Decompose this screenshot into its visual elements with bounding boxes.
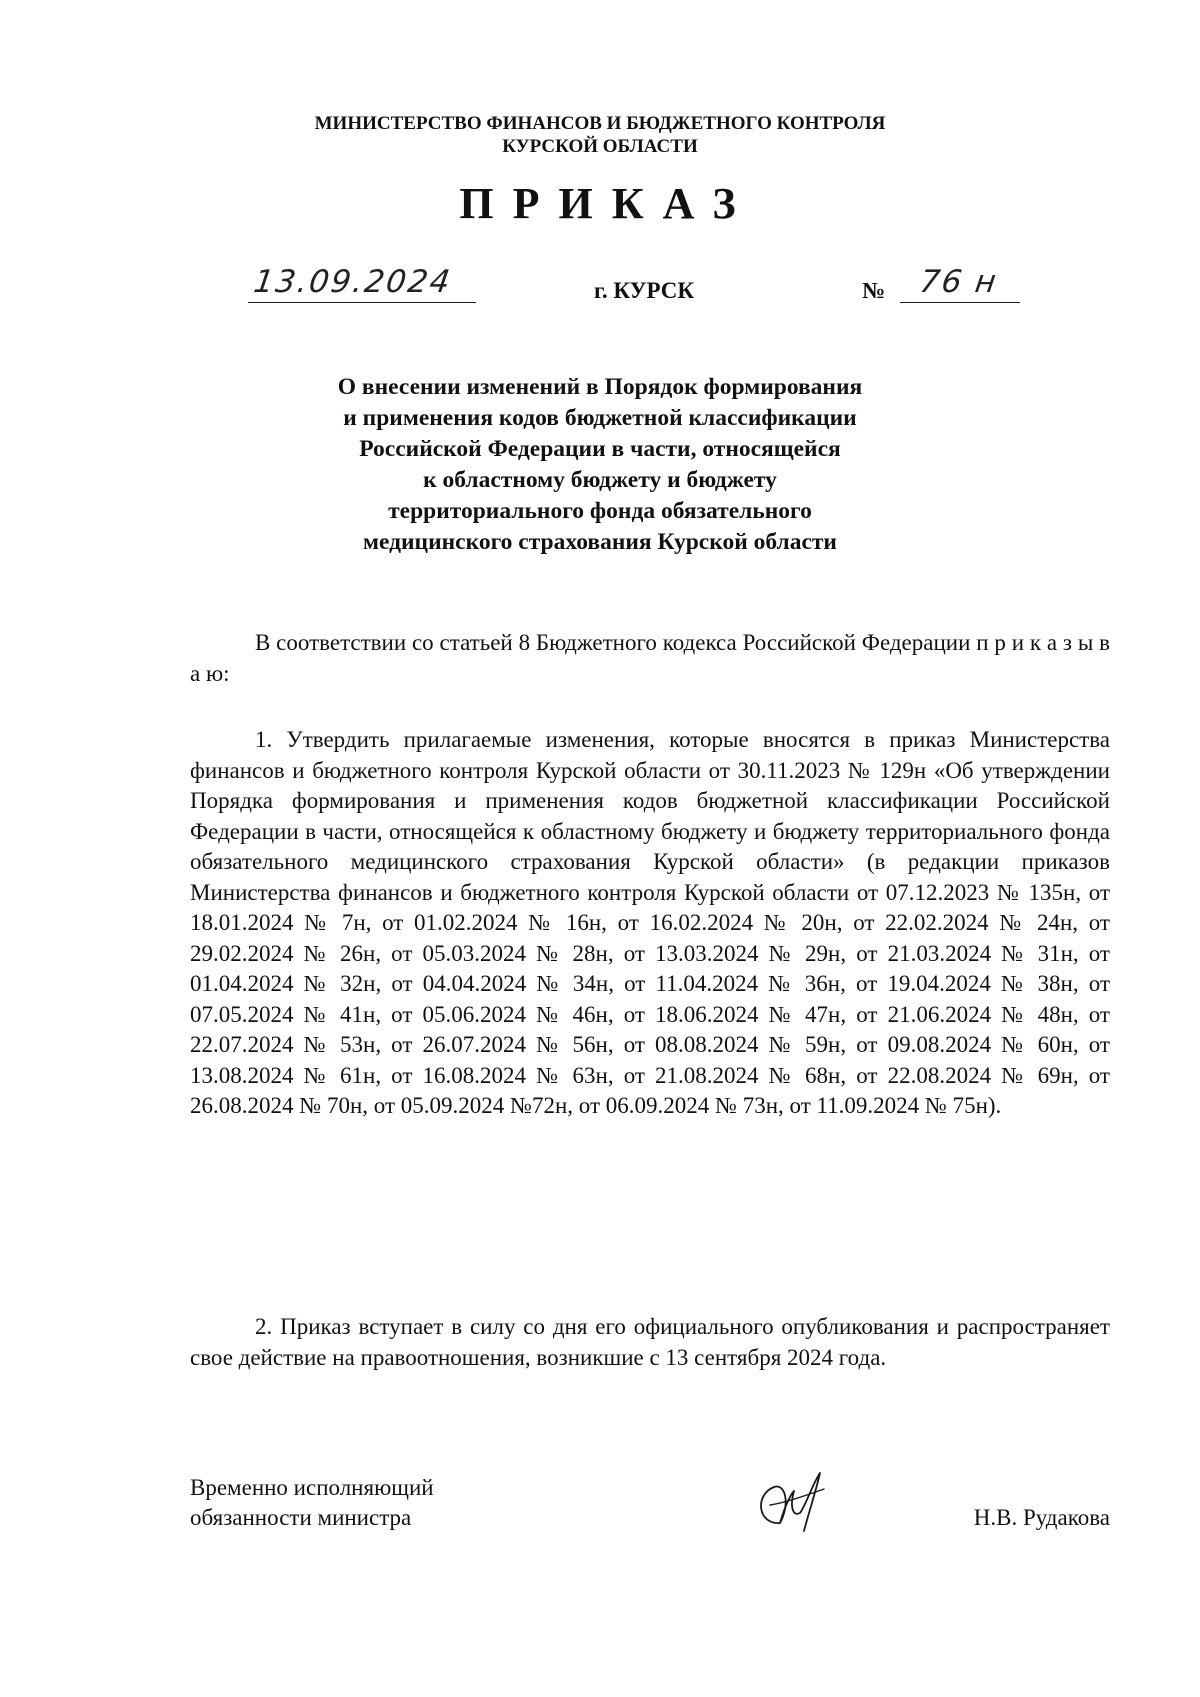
signatory-title [190,1473,520,1533]
dateline [0,264,1200,312]
order-subject [0,372,1200,558]
ministry-header [0,112,1200,158]
number-underline [900,302,1020,303]
subject-line: О внесении изменений в Порядок формирования [337,374,863,400]
document-type-title: ПРИКАЗ [459,179,755,228]
handwritten-number: 76 н [917,264,1001,300]
subject-line: медицинского страхования Курской области [363,529,837,555]
subject-line: территориального фонда обязательного [388,498,812,524]
subject-line: Российской Федерации в части, относящейся [359,436,841,462]
signatory-name: Н.В. Рудакова [973,1505,1110,1530]
subject-line: и применения кодов бюджетной классификации [343,405,857,431]
preamble-paragraph: В соответствии со статьей 8 Бюджетного кодекса Российской Федерации п р и к а з ы в а ю: [190,630,1110,686]
signatory-title-line2: обязанности министра [190,1505,412,1530]
ministry-name-line1: МИНИСТЕРСТВО ФИНАНСОВ И БЮДЖЕТНОГО КОНТРОЛЯ [314,113,886,134]
date-underline [248,302,476,303]
number-sign: № [862,278,886,303]
handwritten-date: 13.09.2024 [251,264,455,300]
handwritten-signature [750,1465,840,1537]
subject-line: к областному бюджету и бюджету [423,467,777,493]
signatory-title-line1: Временно исполняющий [190,1475,434,1500]
order-item-1: 1. Утвердить прилагаемые изменения, которые вносятся в приказ Министерства финансов и бюджетного контроля Курской области от 30.11.2023 № 129н «Об утверждении Порядка формирования и применения кодов бюджетной классификации Российской Федерации в части, относящейся к областному бюджету и бюджету территориального фонда обязательного медицинского страхования Курской области» (в редакции приказов Министерства финансов и бюджетного контроля Курской области от 07.12.2023 № 135н, от 18.01.2024 № 7н, от 01.02.2024 № 16н, от 16.02.2024 № 20н, от 22.02.2024 № 24н, от 29.02.2024 № 26н, от 05.03.2024 № 28н, от 13.03.2024 № 29н, от 21.03.2024 № 31н, от 01.04.2024 № 32н, от 04.04.2024 № 34н, от 11.04.2024 № 36н, от 19.04.2024 № 38н, от 07.05.2024 № 41н, от 05.06.2024 № 46н, от 18.06.2024 № 47н, от 21.06.2024 № 48н, от 22.07.2024 № 53н, от 26.07.2024 № 56н, от 08.08.2024 № 59н, от 09.08.2024 № 60н, от 13.08.2024 № 61н, от 16.08.2024 № 63н, от 21.08.2024 № 68н, от 22.08.2024 № 69н, от 26.08.2024 № 70н, от 05.09.2024 №72н, от 06.09.2024 № 73н, от 11.09.2024 № 75н). [190,727,1110,1118]
order-item-2: 2. Приказ вступает в силу со дня его официального опубликования и распространяет свое действие на правоотношения, возникшие с 13 сентября 2024 года. [190,1314,1110,1370]
date-field [248,264,480,304]
signature-block [190,1473,1110,1553]
number-field [862,264,1022,304]
city-label: г. КУРСК [594,278,695,303]
ministry-name-line2: КУРСКОЙ ОБЛАСТИ [502,136,698,157]
